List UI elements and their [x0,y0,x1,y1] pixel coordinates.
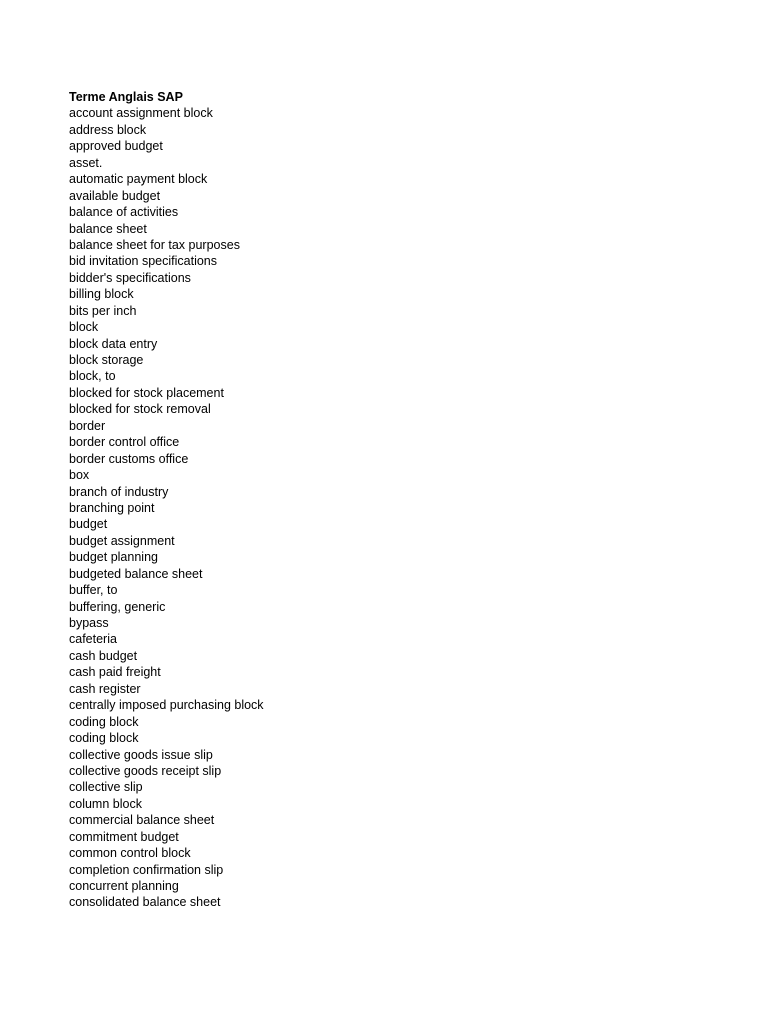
term-list-item: collective slip [69,780,143,795]
term-list-item: block data entry [69,336,158,351]
term-list-item: centrally imposed purchasing block [69,698,264,713]
term-list-item: billing block [69,287,134,302]
term-list-item: completion confirmation slip [69,862,224,877]
term-list-item: border control office [69,435,180,450]
document-content [69,89,709,911]
term-list [69,105,709,910]
term-list-item: address block [69,122,147,137]
term-list-item: balance sheet for tax purposes [69,237,240,252]
term-list-item: concurrent planning [69,879,179,893]
term-list-item: border customs office [69,451,189,466]
term-list-item: collective goods issue slip [69,747,213,762]
term-list-item: cafeteria [69,632,117,647]
term-list-item: commercial balance sheet [69,813,215,828]
term-list-item: asset. [69,155,103,170]
term-list-item: bypass [69,616,109,630]
term-list-item: blocked for stock placement [69,385,224,400]
list-heading: Terme Anglais SAP [69,90,183,104]
term-list-item: border [69,418,106,433]
term-list-item: block, to [69,369,116,384]
term-list-item: consolidated balance sheet [69,895,221,910]
term-list-item: block storage [69,353,144,367]
term-list-item: buffering, generic [69,599,166,614]
term-list-item: box [69,468,90,483]
term-list-item: cash paid freight [69,665,161,680]
term-list-item: bid invitation specifications [69,254,217,269]
term-list-item: account assignment block [69,106,213,121]
term-list-item: budget planning [69,550,158,565]
term-list-item: available budget [69,188,161,203]
term-list-item: bidder's specifications [69,270,191,285]
term-list-item: budgeted balance sheet [69,566,203,581]
term-list-item: branching point [69,500,155,515]
term-list-item: column block [69,796,142,811]
term-list-item: budget [69,517,108,532]
term-list-item: commitment budget [69,829,179,844]
term-list-item: bits per inch [69,303,137,318]
term-list-item: cash register [69,681,141,696]
term-list-item: buffer, to [69,583,118,598]
term-list-item: coding block [69,714,139,729]
term-list-item: coding block [69,731,139,746]
term-list-item: automatic payment block [69,172,208,187]
term-list-item: block [69,320,99,335]
term-list-item: blocked for stock removal [69,402,211,417]
term-list-item: common control block [69,846,191,861]
term-list-item: balance sheet [69,221,147,236]
term-list-item: collective goods receipt slip [69,763,222,778]
term-list-item: cash budget [69,648,138,663]
term-list-item: balance of activities [69,205,179,220]
term-list-item: budget assignment [69,533,175,548]
term-list-item: approved budget [69,139,163,154]
term-list-item: branch of industry [69,484,169,499]
